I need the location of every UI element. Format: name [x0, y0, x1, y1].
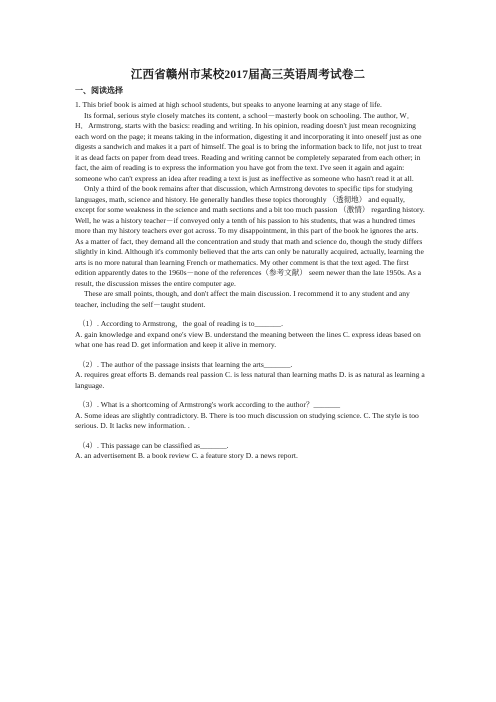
question-options: A. gain knowledge and expand one's view B. understand the meaning between the lines C. express ideas based on what one has read D. get information and keep it alive in memory. [75, 329, 421, 349]
section-heading: 一、阅读选择 [75, 86, 123, 95]
question-stem: （1）. According to Armstrong，the goal of reading is to_______. [78, 319, 284, 328]
passage-paragraph: 1. This brief book is aimed at high school students, but speaks to anyone learning at any stage of life. [75, 100, 382, 109]
question-item [75, 360, 425, 392]
question-stem: （2）. The author of the passage insists that learning the arts_______. [78, 359, 293, 369]
question-stem: （3）. What is a shortcoming of Armstrong's work according to the author？_______ [78, 400, 341, 409]
passage-body [75, 100, 425, 462]
question-item [75, 441, 425, 462]
page-title: 江西省赣州市某校2017届高三英语周考试卷二 [130, 69, 366, 81]
question-list [75, 319, 425, 462]
question-item [75, 400, 425, 432]
passage-paragraph: Its formal, serious style closely matches its content, a school－masterly book on schooling. The author, W．H．Armstrong, starts with the basics: reading and writing. In his opinion, reading doesn't just mean recognizing each word on the page; it means taking in the information, digesting it and incorporating it into oneself just as one digests a sandwich and makes it a part of himself. The goal is to bring the information back to life, not just to treat it as dead facts on paper from dead trees. Reading and writing cannot be completely separated from each other; in fact, the aim of reading is to express the information you have got from the text. I've seen it again and again: someone who can't express an idea after reading a text is just as ineffective as someone who hasn't read it at all. [75, 110, 422, 183]
question-options: A. requires great efforts B. demands real passion C. is less natural than learning maths D. is as natural as learning a language. [75, 370, 425, 390]
passage-paragraph: These are small points, though, and don't affect the main discussion. I recommend it to any student and any teacher, including the self－taught student. [75, 289, 410, 309]
passage-paragraph: Only a third of the book remains after that discussion, which Armstrong devotes to specific tips for studying languages, math, science and history. He generally handles these topics thoroughly （透彻地） and equally, except for some weakness in the science and math sections and a bit too much passion （激情） regarding history. Well, he was a history teacher－if conveyed only a tenth of his passion to his students, that was a hundred times more than my history teachers ever got across. To my disappointment, in this part of the book he ignores the arts. As a matter of fact, they demand all the concentration and study that math and science do, though the study differs slightly in kind. Although it's commonly believed that the arts can only be naturally acquired, actually, learning the arts is no more natural than learning French or mathematics. My other comment is that the text aged. The first edition apparently dates to the 1960s－none of the references（参考文献） seem newer than the late 1950s. As a result, the discussion misses the entire computer age. [75, 184, 425, 288]
question-options: A. an advertisement B. a book review C. a feature story D. a news report. [75, 451, 298, 460]
question-options: A. Some ideas are slightly contradictory. B. There is too much discussion on studying science. C. The style is too serious. D. It lacks new information. . [75, 410, 419, 430]
question-stem: （4）. This passage can be classified as_______. [78, 440, 229, 450]
question-item [75, 319, 425, 351]
